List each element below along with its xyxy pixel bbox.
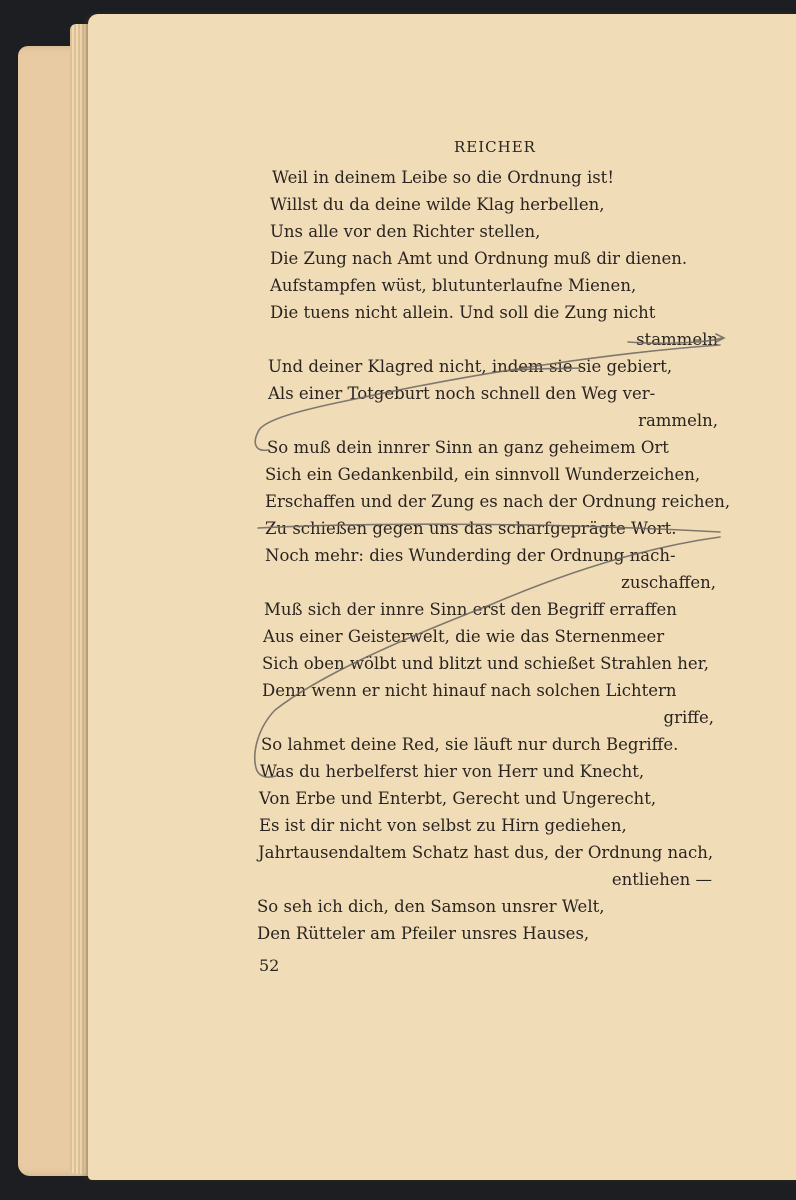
pencil-strike-zu-schiessen	[258, 524, 720, 532]
pencil-guide-line	[255, 345, 720, 450]
text-line: Die tuens nicht allein. Und soll die Zung nicht	[270, 303, 656, 322]
pencil-insert-arrow	[628, 334, 724, 343]
text-line: So lahmet deine Red, sie läuft nur durch Begriffe.	[261, 735, 679, 754]
text-line: rammeln,	[638, 411, 718, 430]
text-line: stammeln	[636, 330, 718, 349]
text-line: Uns alle vor den Richter stellen,	[270, 222, 541, 241]
text-line: entliehen —	[611, 870, 712, 889]
text-line: Erschaffen und der Zung es nach der Ordnung reichen,	[265, 492, 731, 511]
text-line: Und deiner Klagred nicht, indem sie sie gebiert,	[268, 357, 673, 376]
text-line: Willst du da deine wilde Klag herbellen,	[270, 195, 605, 214]
text-line: Sich ein Gedankenbild, ein sinnvoll Wunderzeichen,	[265, 465, 701, 484]
text-line: zuschaffen,	[621, 573, 716, 592]
page-number: 52	[259, 956, 280, 975]
text-line: Aufstampfen wüst, blutunterlaufne Mienen,	[270, 276, 637, 295]
text-line: Was du herbelferst hier von Herr und Knecht,	[260, 762, 645, 781]
text-line: Denn wenn er nicht hinauf nach solchen Lichtern	[262, 681, 677, 700]
text-line: So seh ich dich, den Samson unsrer Welt,	[257, 897, 605, 916]
text-line: Sich oben wölbt und blitzt und schießet Strahlen her,	[262, 654, 709, 673]
text-line: Den Rütteler am Pfeiler unsres Hauses,	[257, 924, 590, 943]
text-line: Als einer Totgeburt noch schnell den Weg ver-	[268, 384, 656, 403]
text-line: Die Zung nach Amt und Ordnung muß dir dienen.	[270, 249, 688, 268]
text-line: Jahrtausendaltem Schatz hast dus, der Ordnung nach,	[258, 843, 714, 862]
text-line: griffe,	[663, 708, 714, 727]
text-line: So muß dein innrer Sinn an ganz geheimem Ort	[267, 438, 669, 457]
pencil-guide-line	[255, 537, 720, 777]
text-line: Noch mehr: dies Wunderding der Ordnung nach-	[265, 546, 676, 565]
running-header: REICHER	[454, 138, 536, 156]
text-line: Zu schießen gegen uns das scharfgeprägte Wort.	[265, 519, 677, 538]
text-line: Weil in deinem Leibe so die Ordnung ist!	[272, 168, 614, 187]
text-line: Es ist dir nicht von selbst zu Hirn gediehen,	[259, 816, 627, 835]
text-line: Muß sich der innre Sinn erst den Begriff erraffen	[264, 600, 677, 619]
text-line: Von Erbe und Enterbt, Gerecht und Ungerecht,	[259, 789, 657, 808]
text-line: Aus einer Geisterwelt, die wie das Sternenmeer	[263, 627, 665, 646]
